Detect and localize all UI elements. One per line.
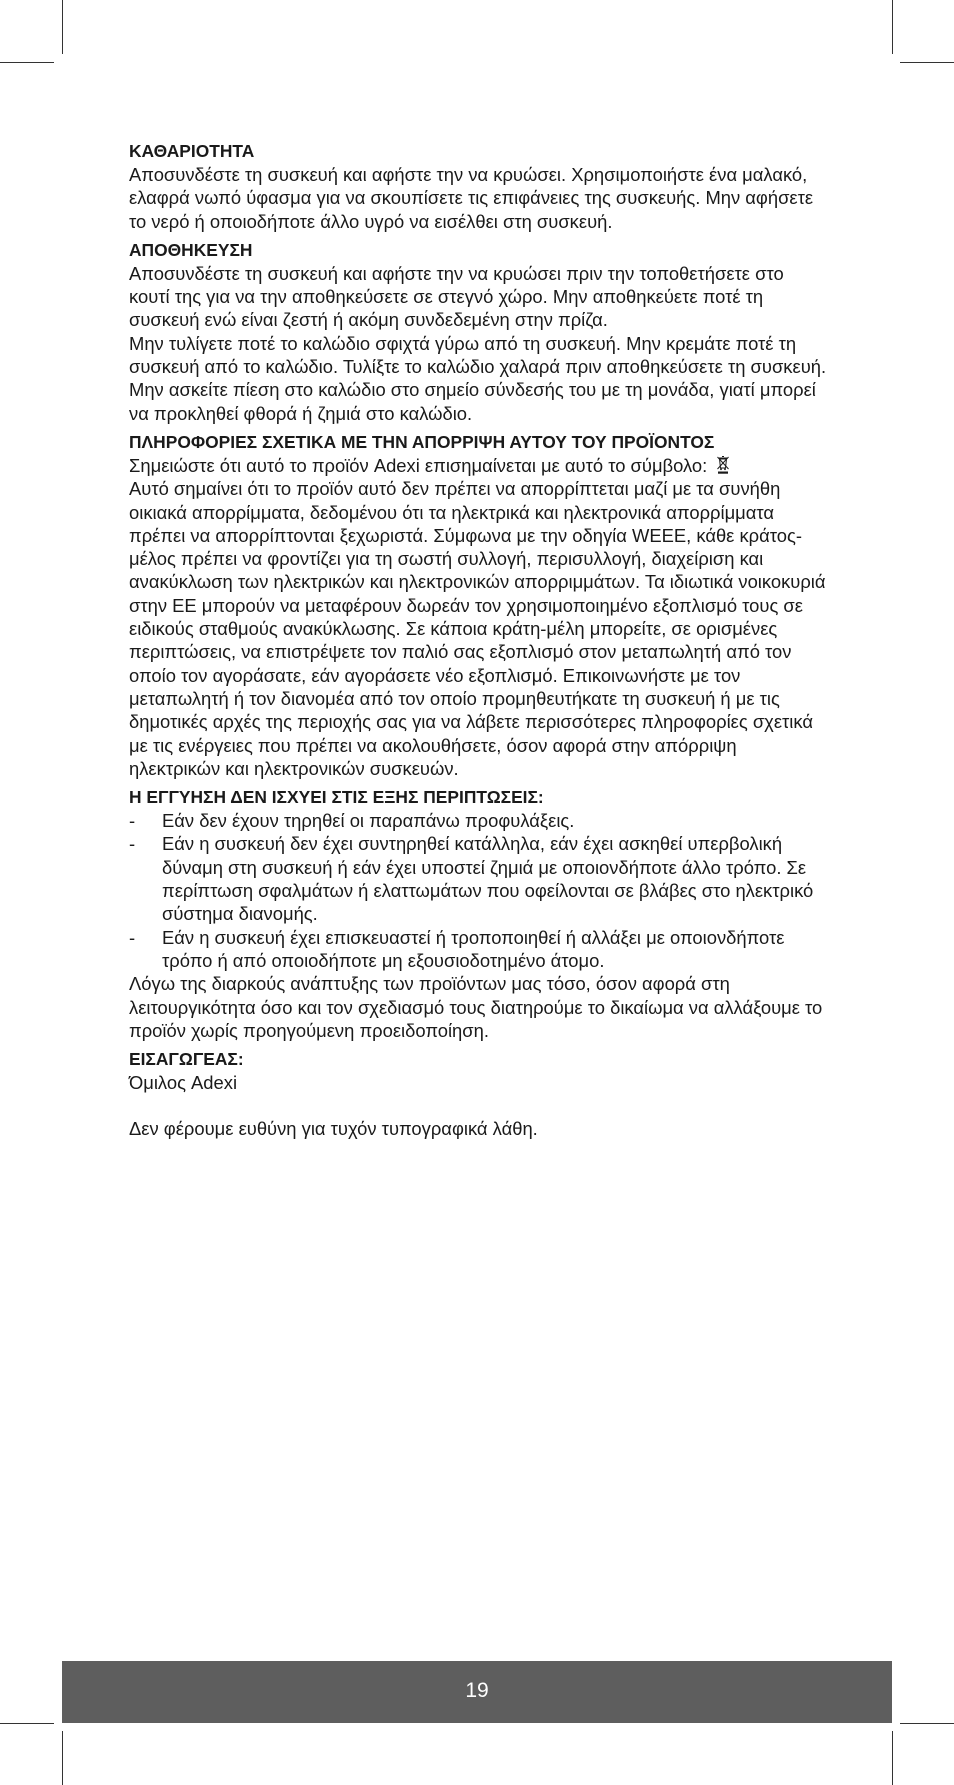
storage-text-1: Αποσυνδέστε τη συσκευή και αφήστε την να κρυώσει πριν την τοποθετήσετε στο κουτί της για να την αποθηκεύσετε σε στεγνό χώρο. Μην αποθηκεύετε ποτέ τη συσκευή ενώ είναι ζεστή ή ακόμη συνδεδεμένη στην πρίζα. [129, 262, 784, 331]
list-item [129, 832, 829, 925]
list-item-text: Εάν η συσκευή δεν έχει συντηρηθεί κατάλληλα, εάν έχει ασκηθεί υπερβολική δύναμη στη συσκευή ή εάν έχει υποστεί ζημιά με οποιονδήποτε άλλο τρόπο. Σε περίπτωση σφαλμάτων ή ελαττωμάτων που οφείλονται σε βλάβες στο ηλεκτρικό σύστημα διανομής. [162, 833, 814, 925]
crop-mark-bottom-left-horizontal [0, 1723, 54, 1724]
crop-mark-top-right-vertical [892, 0, 893, 54]
list-item [129, 809, 829, 832]
crop-mark-bottom-right-horizontal [900, 1723, 954, 1724]
typo-disclaimer: Δεν φέρουμε ευθύνη για τυχόν τυπογραφικά λάθη. [129, 1118, 538, 1140]
product-change-notice: Λόγω της διαρκούς ανάπτυξης των προϊόντων μας τόσο, όσον αφορά στη λειτουργικότητα όσο και τον σχεδιασμό τους διατηρούμε το δικαίωμα να αλλάξουμε το προϊόν χωρίς προηγούμενη προειδοποίηση. [129, 973, 823, 1041]
document-body [129, 140, 829, 1141]
crop-mark-bottom-right-vertical [892, 1731, 893, 1785]
crop-mark-top-right-horizontal [900, 62, 954, 63]
crop-mark-top-left-horizontal [0, 62, 54, 63]
crop-mark-bottom-left-vertical [62, 1731, 63, 1785]
disposal-symbol-text: Σημειώστε ότι αυτό το προϊόν Adexi επισημαίνεται με αυτό το σύμβολο: [129, 454, 708, 476]
importer-heading: ΕΙΣΑΓΩΓΕΑΣ: [129, 1049, 244, 1070]
warranty-exclusions-list [129, 809, 829, 972]
importer-name: Όμιλος Adexi [129, 1072, 238, 1094]
crossed-out-wheelie-bin-icon [716, 455, 730, 475]
spacer [129, 1094, 829, 1117]
crop-mark-top-left-vertical [62, 0, 63, 54]
disposal-symbol-paragraph [129, 454, 829, 477]
page-number: 19 [465, 1679, 489, 1702]
bullet-dash: - [129, 926, 136, 948]
cleaning-text: Αποσυνδέστε τη συσκευή και αφήστε την να κρυώσει. Χρησιμοποιήστε ένα μαλακό, ελαφρά νωπό ύφασμα για να σκουπίσετε τις επιφάνειες της συσκευής. Μην αφήσετε το νερό ή οποιοδήποτε άλλο υγρό να εισέλθει στη συσκευή. [129, 164, 814, 232]
list-item-text: Εάν δεν έχουν τηρηθεί οι παραπάνω προφυλάξεις. [162, 810, 575, 832]
storage-heading: ΑΠΟΘΗΚΕΥΣΗ [129, 239, 253, 260]
list-item-text: Εάν η συσκευή έχει επισκευαστεί ή τροποποιηθεί ή αλλάξει με οποιονδήποτε τρόπο ή από οποιοδήποτε μη εξουσιοδοτημένο άτομο. [162, 926, 785, 971]
disposal-text: Αυτό σημαίνει ότι το προϊόν αυτό δεν πρέπει να απορρίπτεται μαζί με τα συνήθη οικιακά απορρίμματα, δεδομένου ότι τα ηλεκτρικά και ηλεκτρονικά απορρίμματα πρέπει να απορρίπτονται ξεχωριστά. Σύμφωνα με την οδηγία WEEE, κάθε κράτος-μέλος πρέπει να φροντίζει για τη σωστή συλλογή, περισυλλογή, διαχείριση και ανακύκλωση των ηλεκτρικών και ηλεκτρονικών απορριμμάτων. Τα ιδιωτικά νοικοκυριά στην ΕΕ μπορούν να μεταφέρουν δωρεάν τον χρησιμοποιημένο εξοπλισμό τους σε ειδικούς σταθμούς ανακύκλωσης. Σε κάποια κράτη-μέλη μπορείτε, σε ορισμένες περιπτώσεις, να επιστρέψετε τον παλιό σας εξοπλισμό στον μεταπωλητή από τον οποίο τον αγοράσατε, εάν αγοράσετε νέο εξοπλισμό. Επικοινωνήστε με τον μεταπωλητή ή τον διανομέα από τον οποίο προμηθευτήκατε τη συσκευή ή με τις δημοτικές αρχές της περιοχής σας για να λάβετε περισσότερες πληροφορίες σχετικά με τις ενέργειες που πρέπει να ακολουθήσετε, όσον αφορά στην απόρριψη ηλεκτρικών και ηλεκτρονικών συσκευών. [129, 478, 826, 779]
list-item [129, 926, 829, 973]
bullet-dash: - [129, 833, 136, 855]
disposal-heading: ΠΛΗΡΟΦΟΡΙΕΣ ΣΧΕΤΙΚΑ ΜΕ ΤΗΝ ΑΠΟΡΡΙΨΗ ΑΥΤΟΥ ΤΟΥ ΠΡΟΪΟΝΤΟΣ [129, 431, 715, 452]
footer-bar [62, 1661, 892, 1723]
cleaning-heading: ΚΑΘΑΡΙΟΤΗΤΑ [129, 141, 255, 161]
bullet-dash: - [129, 810, 136, 832]
warranty-heading: Η ΕΓΓΥΗΣΗ ΔΕΝ ΙΣΧΥΕΙ ΣΤΙΣ ΕΞΗΣ ΠΕΡΙΠΤΩΣΕΙΣ: [129, 787, 544, 808]
storage-text-2: Μην τυλίγετε ποτέ το καλώδιο σφιχτά γύρω από τη συσκευή. Μην κρεμάτε ποτέ τη συσκευή από το καλώδιο. Τυλίξτε το καλώδιο χαλαρά πριν αποθηκεύσετε τη συσκευή. Μην ασκείτε πίεση στο καλώδιο στο σημείο σύνδεσής του με τη μονάδα, γιατί μπορεί να προκληθεί φθορά ή ζημιά στο καλώδιο. [129, 332, 827, 424]
